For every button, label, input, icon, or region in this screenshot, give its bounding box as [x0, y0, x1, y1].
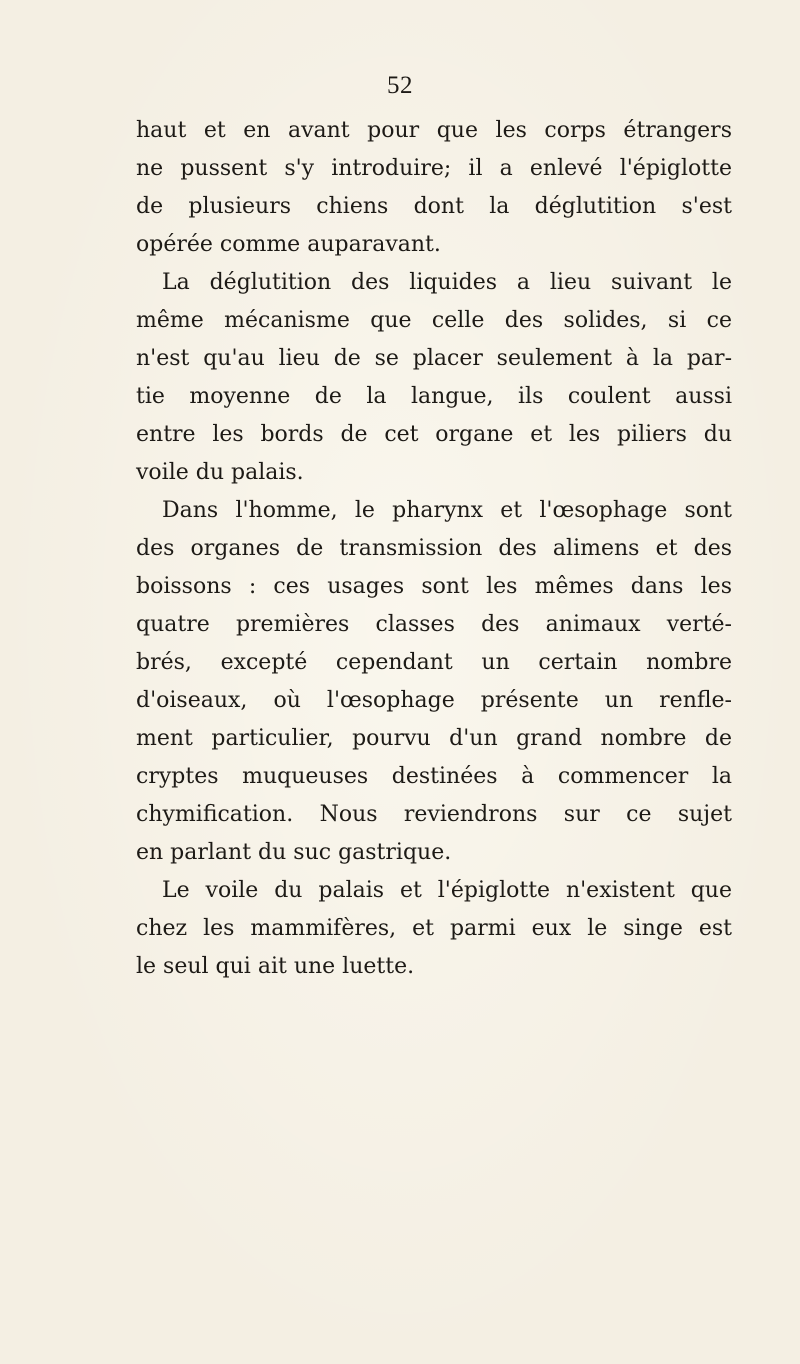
paragraph-start-line: La déglutition des liquides a lieu suivant le [162, 270, 732, 295]
text-line: brés, excepté cependant un certain nombre [136, 650, 732, 675]
text-line: haut et en avant pour que les corps étrangers [136, 118, 732, 143]
text-line: ne pussent s'y introduire; il a enlevé l'épiglotte [136, 156, 732, 181]
text-line: boissons : ces usages sont les mêmes dans les [136, 574, 732, 599]
text-line: de plusieurs chiens dont la déglutition s'est [136, 194, 732, 219]
text-line: en parlant du suc gastrique. [136, 840, 452, 865]
text-line: des organes de transmission des alimens et des [136, 536, 732, 561]
text-line: même mécanisme que celle des solides, si ce [136, 308, 732, 333]
paragraph-start-line: Le voile du palais et l'épiglotte n'existent que [162, 878, 732, 903]
text-line: ment particulier, pourvu d'un grand nombre de [136, 726, 732, 751]
text-line: cryptes muqueuses destinées à commencer la [136, 764, 732, 789]
text-line: tie moyenne de la langue, ils coulent aussi [136, 384, 732, 409]
text-line: le seul qui ait une luette. [136, 954, 415, 979]
text-line: chez les mammifères, et parmi eux le singe est [136, 916, 732, 941]
paragraph-start-line: Dans l'homme, le pharynx et l'œsophage sont [162, 498, 732, 523]
text-line: entre les bords de cet organe et les piliers du [136, 422, 732, 447]
text-line: quatre premières classes des animaux verté- [136, 612, 732, 637]
page-number: 52 [387, 72, 413, 99]
text-line: chymification. Nous reviendrons sur ce sujet [136, 802, 732, 827]
text-line: d'oiseaux, où l'œsophage présente un renfle- [136, 688, 732, 713]
text-line: opérée comme auparavant. [136, 232, 441, 257]
body-text [136, 112, 732, 986]
text-line: n'est qu'au lieu de se placer seulement à la par- [136, 346, 732, 371]
text-line: voile du palais. [136, 460, 304, 485]
